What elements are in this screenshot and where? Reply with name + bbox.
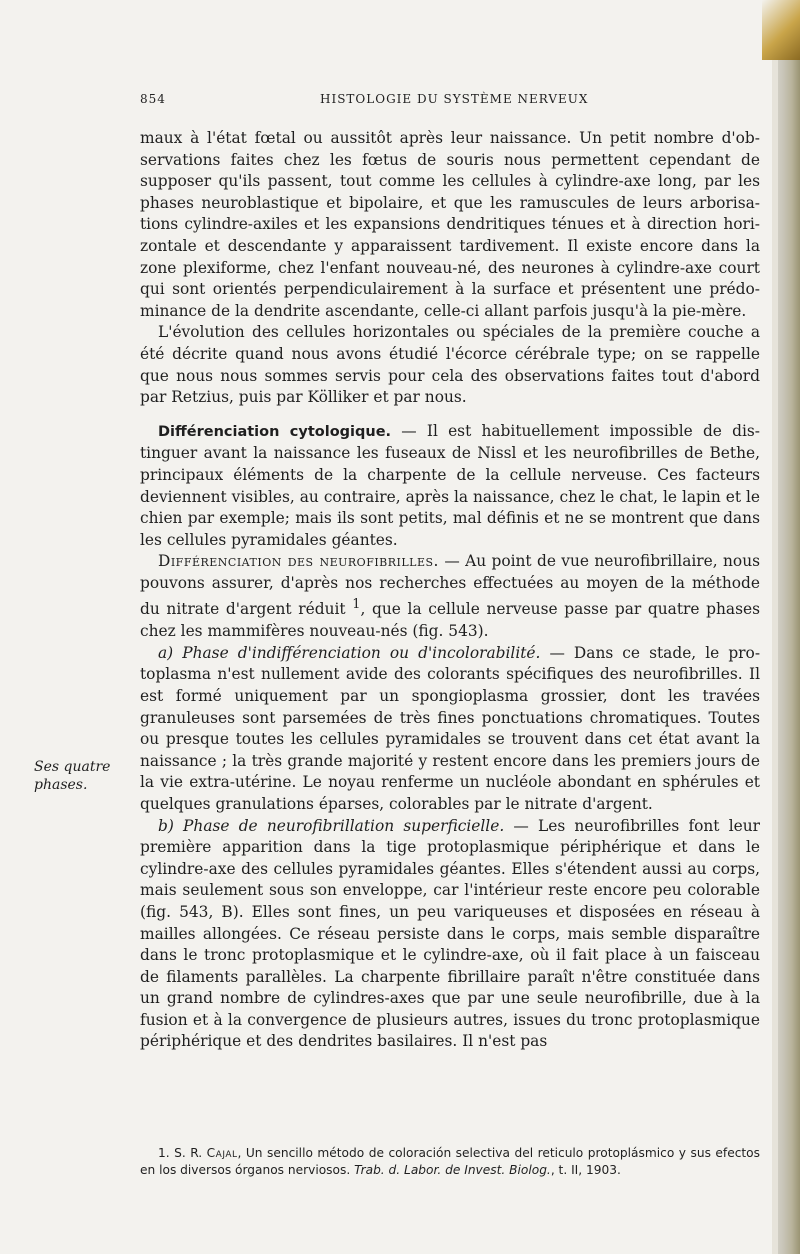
footnote-author: Cajal xyxy=(206,1146,238,1160)
paragraph-text: , que la cellule nerveuse passe par quatre phases chez les mammifères nouveau-nés (fig. 543). xyxy=(140,600,760,641)
paragraph xyxy=(140,551,760,643)
footnote-tail: , t. II, 1903. xyxy=(550,1163,621,1177)
phase-heading: b) Phase de neurofibrillation superficielle. xyxy=(158,816,505,835)
footnote-journal: Trab. d. Labor. de Invest. Biolog. xyxy=(354,1163,551,1177)
footnote-text xyxy=(140,1145,760,1179)
page-number: 854 xyxy=(140,92,166,106)
paragraph xyxy=(140,643,760,816)
body-text xyxy=(140,128,760,1053)
phase-heading: a) Phase d'indifférenciation ou d'incolorabilité. xyxy=(158,643,541,662)
footnote-lead: 1. S. R. xyxy=(158,1146,207,1160)
paragraph xyxy=(140,816,760,1054)
paragraph: L'évolution des cellules horizontales ou spéciales de la première couche a été décrite quand nous avons étudié l'écorce cérébrale type; on se rappelle que nous nous sommes servis pour cela des observations faites tout d'abord par Retzius, puis par Kölliker et par nous. xyxy=(140,323,760,407)
footnote xyxy=(140,1145,760,1179)
page-edge-highlight xyxy=(772,0,778,1254)
paragraph xyxy=(140,421,760,552)
running-title: HISTOLOGIE DU SYSTÈME NERVEUX xyxy=(320,92,589,106)
section-heading: Différenciation cytologique. xyxy=(158,423,392,440)
running-header xyxy=(140,92,760,112)
margin-note-line: Ses quatre xyxy=(34,759,111,775)
margin-note xyxy=(34,758,132,794)
paragraph-text: — Les neurofibrilles font leur première apparition dans la tige protoplasmique périphérique et dans le cylindre-axe des cellules pyramidales géantes. Elles s'étendent aussi au corps, mais seulement sous son enveloppe, car l'intérieur reste encore peu colorable (fig. 543, B). Elles sont fines, un peu variqueuses et disposées en réseau à mailles allongées. Ce réseau persiste dans le corps, mais semble disparaître dans le tronc protoplasmique et le cylindre-axe, où il fait place à un faisceau de filaments parallèles. La charpente fibrillaire paraît n'être constituée dans un grand nombre de cylindres-axes que par une seule neurofibrille, due à la fusion et à la convergence de plusieurs autres, issues du tronc protoplasmique périphérique et des dendrites basilaires. Il n'est pas xyxy=(140,816,760,1051)
subsection-heading: Différenciation des neurofibrilles. xyxy=(158,552,439,571)
paragraph: maux à l'état fœtal ou aussitôt après leur naissance. Un petit nombre d'observations faites chez les fœtus de souris nous permettent cependant de supposer qu'ils passent, tout comme les cellules à cylindre-axe long, par les phases neuroblastique et bipolaire, et que les ramuscules de leurs arborisations cylindre-axiles et les expansions dendritiques ténues et à direction horizontale et descendante y apparaissent tardivement. Il existe encore dans la zone plexiforme, chez l'enfant nouveau-né, des neurones à cylindre-axe court qui sont orientés perpendiculairement à la surface et présentent une prédominance de la dendrite ascendante, celle-ci allant parfois jusqu'à la pie-mère. xyxy=(140,129,760,320)
footnote-marker: 1 xyxy=(352,597,361,613)
binding-corner xyxy=(762,0,800,60)
paragraph-text: — Il est habituellement impossible de distinguer avant la naissance les fuseaux de Nissl et les neurofibrilles de Bethe, principaux éléments de la charpente de la cellule nerveuse. Ces facteurs deviennent visibles, au contraire, après la naissance, chez le chat, le lapin et le chien par exemple; mais ils sont petits, mal définis et ne se montrent que dans les cellules pyramidales géantes. xyxy=(140,421,760,549)
paragraph-text: — Dans ce stade, le protoplasma n'est nullement avide des colorants spécifiques des neurofibrilles. Il est formé uniquement par un spongioplasma grossier, dont les travées granuleuses sont parsemées de très fines ponctuations chromatiques. Toutes ou presque toutes les cellules pyramidales se trouvent dans cet état avant la naissance ; la très grande majorité y restent encore dans les premiers jours de la vie extra-utérine. Le noyau renferme un nucléole abondant en sphérules et quelques granulations éparses, colorables par le nitrate d'argent. xyxy=(140,643,761,813)
footnote-body: , Un sencillo método de coloración selectiva del reticulo protoplásmico y sus efectos en los diversos órganos nerviosos. xyxy=(140,1146,760,1177)
margin-note-line: phases. xyxy=(34,777,88,793)
paragraph-text: — Au point de vue neurofibrillaire, nous pouvons assurer, d'après nos recherches effectuées au moyen de la méthode du nitrate d'argent réduit xyxy=(140,552,761,619)
